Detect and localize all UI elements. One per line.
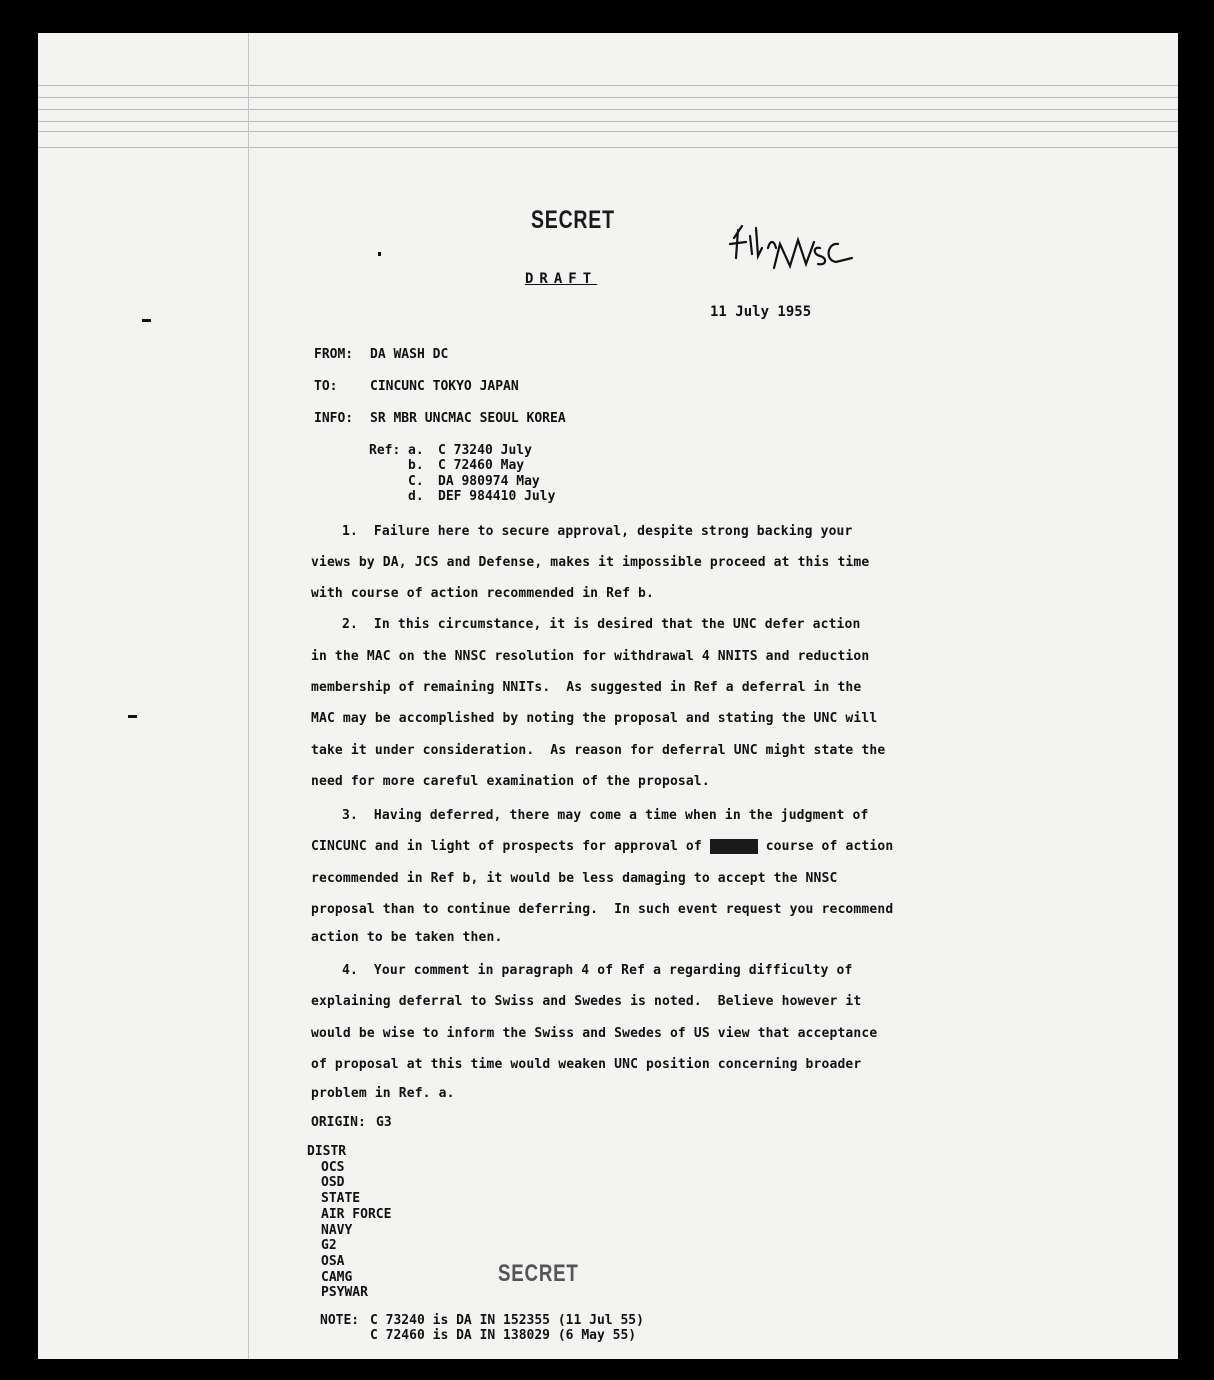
paragraph-3-line: 3. Having deferred, there may come a time when in the judgment of bbox=[342, 808, 869, 823]
note-line: C 72460 is DA IN 138029 (6 May 55) bbox=[370, 1328, 637, 1343]
ref-letter-c: C. bbox=[408, 474, 424, 489]
paragraph-1-line: views by DA, JCS and Defense, makes it impossible proceed at this time bbox=[311, 555, 870, 570]
distribution-item: G2 bbox=[321, 1238, 337, 1253]
draft-heading: DRAFT bbox=[525, 271, 598, 287]
ref-text-a: C 73240 July bbox=[438, 443, 532, 458]
ref-label: Ref: bbox=[369, 443, 401, 458]
ref-letter-a: a. bbox=[408, 443, 424, 458]
distribution-item: OSD bbox=[321, 1175, 345, 1190]
paragraph-3-line: recommended in Ref b, it would be less damaging to accept the NNSC bbox=[311, 871, 838, 886]
ref-text-d: DEF 984410 July bbox=[438, 489, 556, 504]
scan-mark bbox=[128, 715, 137, 718]
to-label: TO: bbox=[314, 379, 338, 394]
from-value: DA WASH DC bbox=[370, 347, 449, 362]
paragraph-1-line: with course of action recommended in Ref b. bbox=[311, 586, 654, 601]
origin-label: ORIGIN: bbox=[311, 1115, 366, 1130]
paragraph-4-line: would be wise to inform the Swiss and Swedes of US view that acceptance bbox=[311, 1026, 878, 1041]
classification-bottom: SECRET bbox=[498, 1260, 579, 1287]
paragraph-2-line: need for more careful examination of the proposal. bbox=[311, 774, 710, 789]
paragraph-3-line: proposal than to continue deferring. In such event request you recommend bbox=[311, 902, 894, 917]
paragraph-1-line: 1. Failure here to secure approval, despite strong backing your bbox=[342, 524, 853, 539]
classification-top: SECRET bbox=[531, 206, 615, 234]
document-date: 11 July 1955 bbox=[710, 304, 812, 320]
paragraph-4-line: explaining deferral to Swiss and Swedes is noted. Believe however it bbox=[311, 994, 862, 1009]
from-label: FROM: bbox=[314, 347, 354, 362]
struck-out-word: xxxxxx bbox=[709, 839, 758, 854]
ref-letter-b: b. bbox=[408, 458, 424, 473]
paragraph-4-line: of proposal at this time would weaken UNC position concerning broader bbox=[311, 1057, 862, 1072]
distribution-item: STATE bbox=[321, 1191, 361, 1206]
to-value: CINCUNC TOKYO JAPAN bbox=[370, 379, 519, 394]
distribution-item: PSYWAR bbox=[321, 1285, 368, 1300]
scan-mark bbox=[142, 319, 151, 322]
distribution-label: DISTR bbox=[307, 1144, 347, 1159]
paragraph-3-line: action to be taken then. bbox=[311, 930, 503, 945]
distribution-item: OCS bbox=[321, 1160, 345, 1175]
distribution-item: CAMG bbox=[321, 1270, 353, 1285]
ref-letter-d: d. bbox=[408, 489, 424, 504]
document-page bbox=[38, 33, 1178, 1359]
paragraph-3-text: course of action bbox=[757, 839, 894, 854]
paragraph-4-line: 4. Your comment in paragraph 4 of Ref a regarding difficulty of bbox=[342, 963, 853, 978]
paragraph-2-line: membership of remaining NNITs. As suggested in Ref a deferral in the bbox=[311, 680, 862, 695]
distribution-item: NAVY bbox=[321, 1223, 353, 1238]
paragraph-2-line: in the MAC on the NNSC resolution for withdrawal 4 NNITS and reduction bbox=[311, 649, 870, 664]
info-value: SR MBR UNCMAC SEOUL KOREA bbox=[370, 411, 566, 426]
scan-mark bbox=[378, 252, 381, 256]
note-line: C 73240 is DA IN 152355 (11 Jul 55) bbox=[370, 1313, 644, 1328]
ref-text-c: DA 980974 May bbox=[438, 474, 540, 489]
paragraph-3-text: CINCUNC and in light of prospects for approval of bbox=[311, 839, 710, 854]
note-label: NOTE: bbox=[320, 1313, 360, 1328]
distribution-item: AIR FORCE bbox=[321, 1207, 392, 1222]
paragraph-2-line: take it under consideration. As reason for deferral UNC might state the bbox=[311, 743, 886, 758]
paragraph-2-line: 2. In this circumstance, it is desired that the UNC defer action bbox=[342, 617, 861, 632]
origin-value: G3 bbox=[376, 1115, 392, 1130]
handwritten-annotation bbox=[728, 218, 878, 278]
paragraph-3-line bbox=[311, 839, 893, 854]
paragraph-2-line: MAC may be accomplished by noting the proposal and stating the UNC will bbox=[311, 711, 878, 726]
ref-text-b: C 72460 May bbox=[438, 458, 525, 473]
info-label: INFO: bbox=[314, 411, 354, 426]
distribution-item: OSA bbox=[321, 1254, 345, 1269]
paragraph-4-line: problem in Ref. a. bbox=[311, 1086, 455, 1101]
